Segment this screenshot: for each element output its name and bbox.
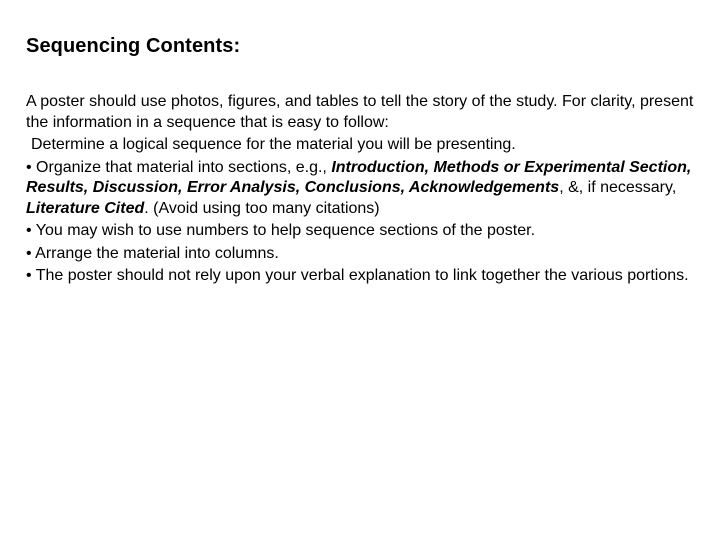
organize-middle: , &, if necessary,: [559, 179, 677, 196]
section-names: Introduction, Methods or Experimental Section, Results, Discussion, Error Analysis, Conclusions, Acknowledgements: [26, 158, 692, 196]
organize-bullet: [26, 158, 698, 220]
organize-suffix: . (Avoid using too many citations): [144, 199, 380, 217]
columns-bullet: • Arrange the material into columns.: [26, 244, 279, 262]
literature-cited: Literature Cited: [26, 199, 145, 217]
numbers-bullet: • You may wish to use numbers to help sequence sections of the poster.: [26, 222, 536, 239]
slide-body: [26, 92, 698, 289]
slide-title: Sequencing Contents:: [26, 35, 241, 57]
organize-prefix: • Organize that material into sections, e.g.,: [26, 158, 332, 176]
intro-paragraph: A poster should use photos, figures, and tables to tell the story of the study. For clarity, present the information in a sequence that is easy to follow:: [26, 93, 694, 131]
verbal-bullet: • The poster should not rely upon your verbal explanation to link together the various portions.: [26, 267, 689, 284]
determine-line: Determine a logical sequence for the material you will be presenting.: [31, 136, 516, 153]
